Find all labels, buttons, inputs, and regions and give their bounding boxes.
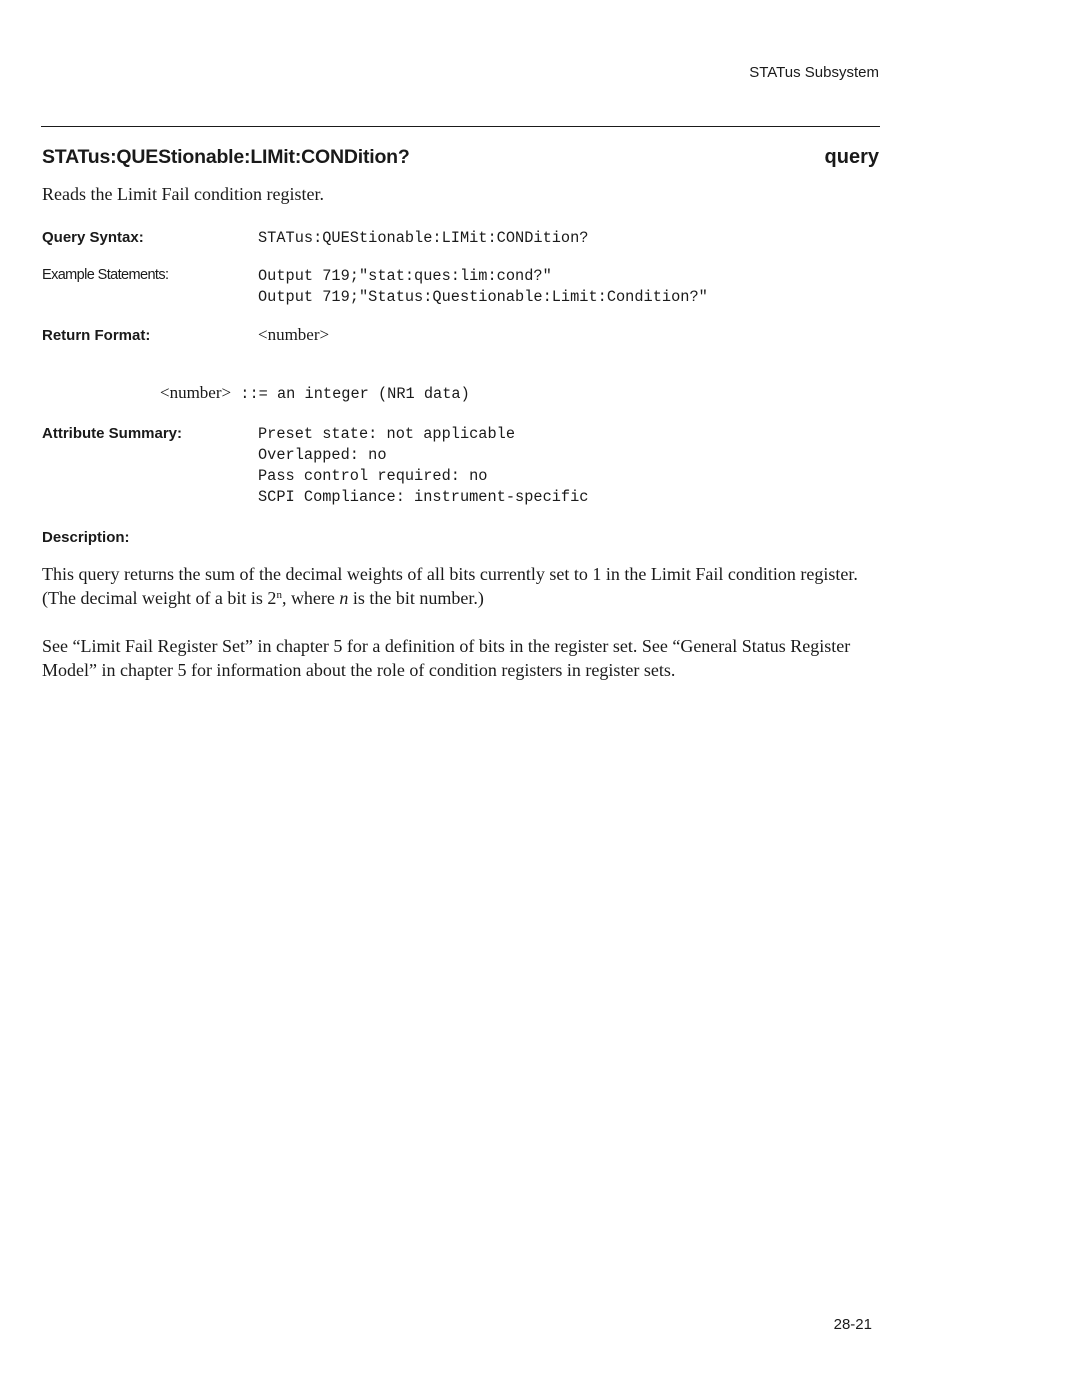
running-header: STATus Subsystem: [749, 64, 879, 81]
description-paragraph-1: This query returns the sum of the decimal weights of all bits currently set to 1 in the Limit Fail condition register. (The decimal weight of a bit is 2$^n$, where n is the bit number.): [42, 564, 858, 608]
return-format-value: <number>: [258, 325, 330, 344]
attribute-summary-label: Attribute Summary:: [42, 425, 183, 442]
attribute-scpi-compliance: SCPI Compliance: instrument-specific: [258, 488, 589, 506]
attribute-overlapped: Overlapped: no: [258, 446, 387, 464]
command-title: STATus:QUEStionable:LIMit:CONDition?: [42, 146, 410, 168]
description-label: Description:: [42, 529, 130, 546]
page-number: 28-21: [833, 1316, 872, 1333]
example-statements-label: Example Statements:: [42, 267, 169, 283]
query-syntax-value: STATus:QUEStionable:LIMit:CONDition?: [258, 229, 589, 247]
command-summary: Reads the Limit Fail condition register.: [42, 184, 324, 204]
definition-body: ::= an integer (NR1 data): [231, 385, 470, 403]
example-statement-1: Output 719;"stat:ques:lim:cond?": [258, 267, 552, 285]
description-paragraph-2: See “Limit Fail Register Set” in chapter 5 for a definition of bits in the register set. See “General Status Register Model” in chapter 5 for information about the role of condition registers in register sets.: [42, 636, 851, 680]
return-format-definition: [160, 383, 470, 403]
variable-n: n: [339, 588, 349, 608]
exponent-n: n: [276, 589, 282, 601]
query-syntax-label: Query Syntax:: [42, 229, 144, 246]
attribute-pass-control: Pass control required: no: [258, 467, 488, 485]
example-statement-2: Output 719;"Status:Questionable:Limit:Condition?": [258, 288, 708, 306]
command-type: query: [824, 146, 879, 168]
attribute-preset-state: Preset state: not applicable: [258, 425, 516, 443]
return-format-label: Return Format:: [42, 327, 151, 344]
definition-term: <number>: [160, 383, 232, 402]
header-rule: [41, 126, 880, 127]
